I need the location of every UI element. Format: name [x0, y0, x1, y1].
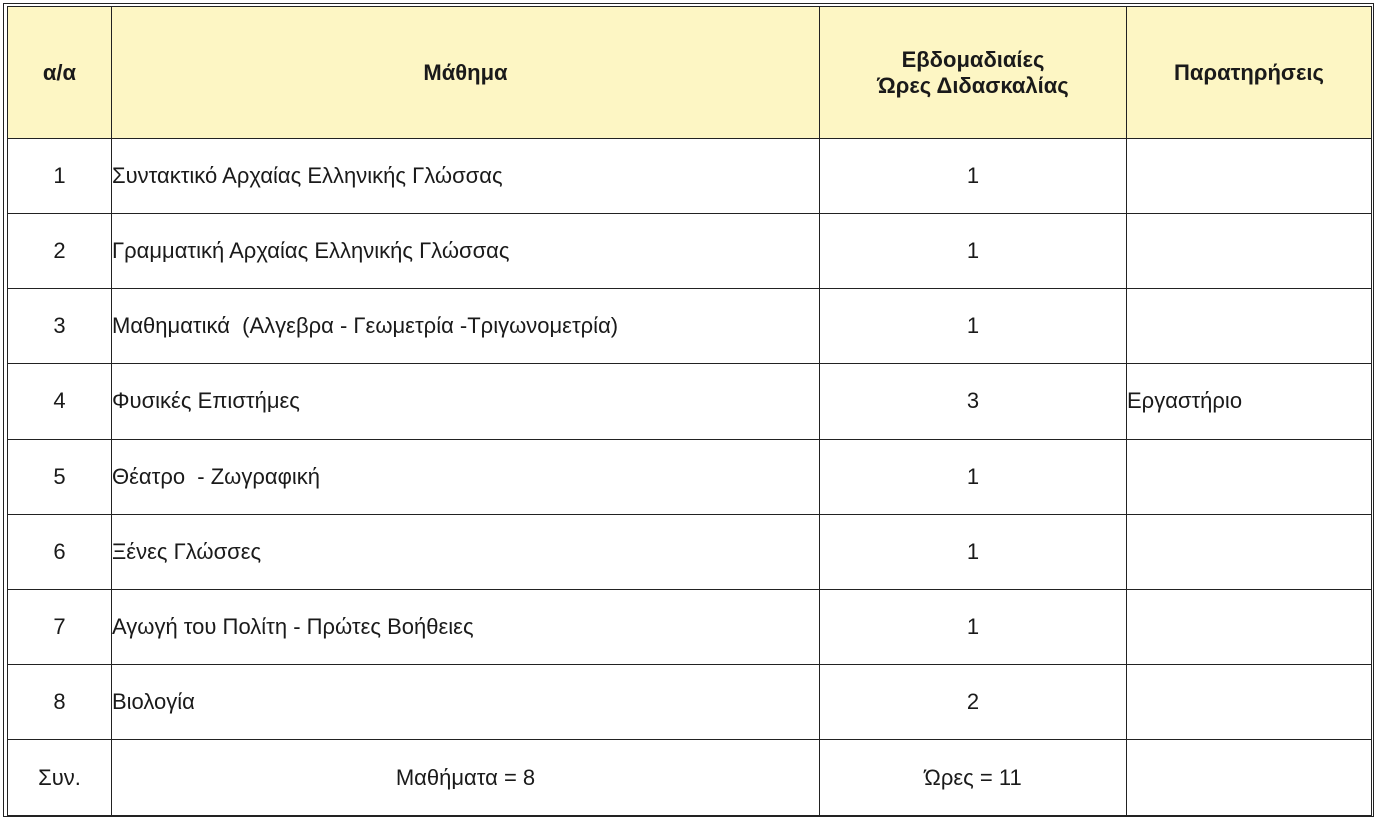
row-hours: 1 — [820, 589, 1127, 664]
row-hours: 1 — [820, 139, 1127, 214]
table-body — [8, 139, 1372, 740]
row-number: 7 — [8, 589, 112, 664]
row-hours: 1 — [820, 289, 1127, 364]
row-number: 1 — [8, 139, 112, 214]
row-hours: 1 — [820, 439, 1127, 514]
header-hours-line2: Ώρες Διδασκαλίας — [877, 72, 1069, 98]
row-hours: 1 — [820, 514, 1127, 589]
row-course — [112, 289, 820, 364]
header-num: α/α — [8, 7, 112, 139]
row-notes-text: Εργαστήριο — [1127, 388, 1243, 414]
row-number: 5 — [8, 439, 112, 514]
row-course-text: Γραμματική Αρχαίας Ελληνικής Γλώσσας — [112, 238, 510, 264]
row-number: 3 — [8, 289, 112, 364]
table-header — [8, 7, 1372, 139]
table-row — [8, 439, 1372, 514]
total-row — [8, 740, 1372, 816]
table-row — [8, 214, 1372, 289]
table-footer — [8, 740, 1372, 816]
row-notes — [1127, 439, 1372, 514]
header-hours — [820, 7, 1127, 139]
table-row — [8, 289, 1372, 364]
table-row — [8, 664, 1372, 739]
row-course-text: Μαθηματικά (Αλγεβρα - Γεωμετρία -Τριγωνομετρία) — [112, 313, 619, 339]
row-number: 8 — [8, 664, 112, 739]
row-notes — [1127, 214, 1372, 289]
row-course — [112, 214, 820, 289]
header-course: Μάθημα — [112, 7, 820, 139]
row-number: 4 — [8, 364, 112, 439]
row-notes — [1127, 589, 1372, 664]
row-notes — [1127, 364, 1372, 439]
header-hours-line1: Εβδομαδιαίες — [901, 46, 1045, 72]
row-course — [112, 514, 820, 589]
total-label: Συν. — [8, 740, 112, 816]
row-hours: 2 — [820, 664, 1127, 739]
row-hours: 3 — [820, 364, 1127, 439]
course-schedule-table — [7, 6, 1372, 816]
row-course-text: Συντακτικό Αρχαίας Ελληνικής Γλώσσας — [112, 163, 503, 189]
row-course — [112, 139, 820, 214]
table-row — [8, 589, 1372, 664]
row-hours: 1 — [820, 214, 1127, 289]
row-number: 6 — [8, 514, 112, 589]
total-hours: Ώρες = 11 — [820, 740, 1127, 816]
row-course — [112, 364, 820, 439]
header-notes: Παρατηρήσεις — [1127, 7, 1372, 139]
row-course-text: Βιολογία — [112, 688, 195, 714]
header-row — [8, 7, 1372, 139]
row-course — [112, 439, 820, 514]
table-row — [8, 514, 1372, 589]
row-course-text: Αγωγή του Πολίτη - Πρώτες Βοήθειες — [112, 613, 474, 639]
row-course — [112, 589, 820, 664]
row-course-text: Φυσικές Επιστήμες — [112, 388, 300, 414]
row-notes — [1127, 289, 1372, 364]
total-courses: Μαθήματα = 8 — [112, 740, 820, 816]
row-course-text: Θέατρο - Ζωγραφική — [112, 463, 320, 489]
row-notes — [1127, 664, 1372, 739]
row-notes — [1127, 514, 1372, 589]
row-course-text: Ξένες Γλώσσες — [112, 538, 262, 564]
total-notes — [1127, 740, 1372, 816]
row-number: 2 — [8, 214, 112, 289]
table-row — [8, 364, 1372, 439]
row-course — [112, 664, 820, 739]
table-row — [8, 139, 1372, 214]
row-notes — [1127, 139, 1372, 214]
